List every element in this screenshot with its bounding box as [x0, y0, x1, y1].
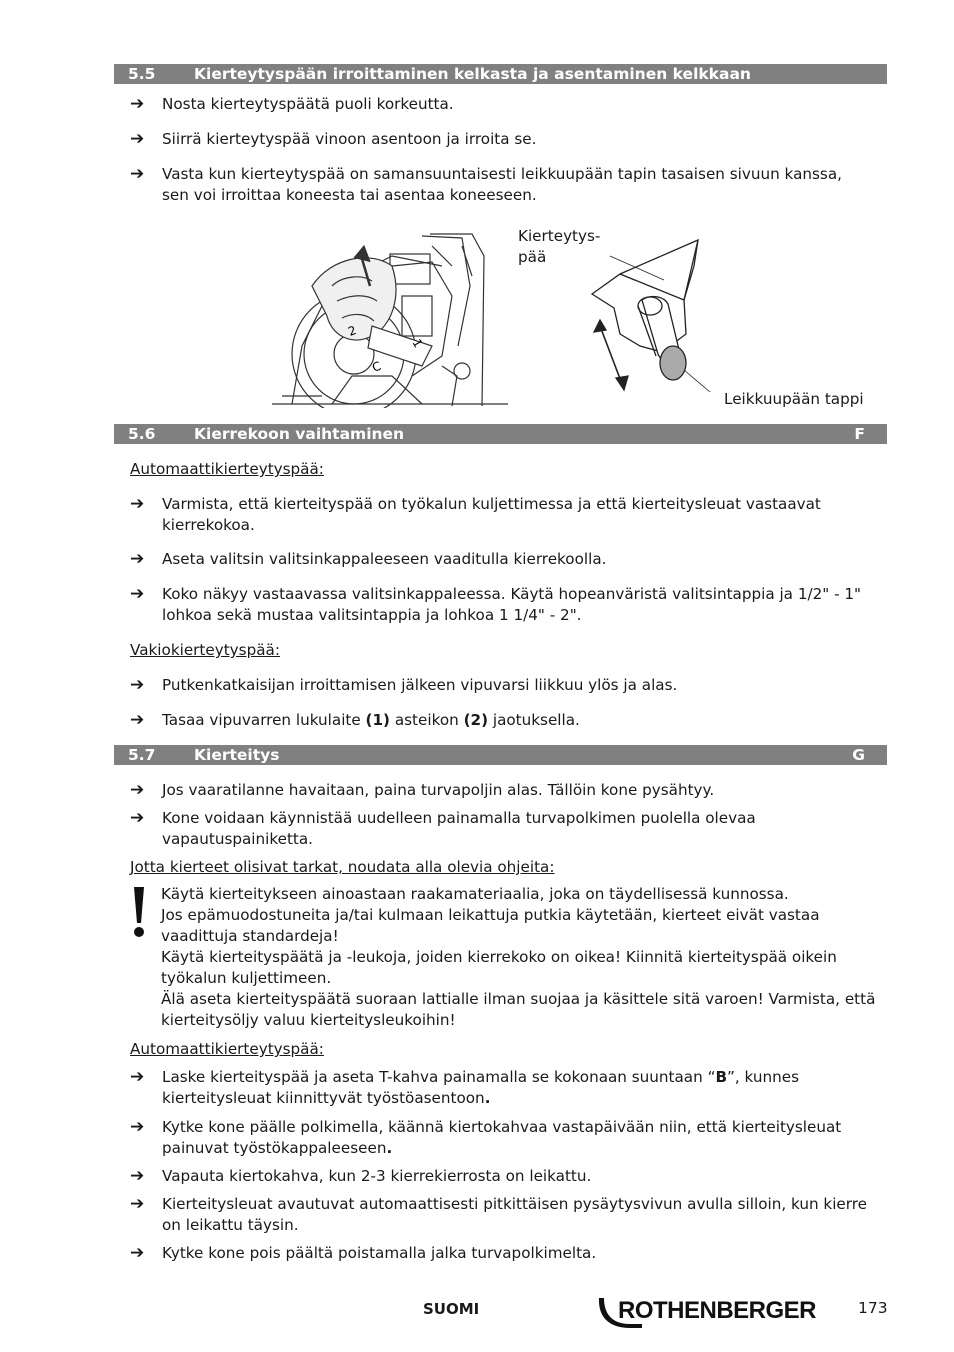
arrow-right-icon: ➔	[130, 710, 145, 730]
page-number: 173	[858, 1299, 888, 1317]
subheading-automatic-head: Automaattikierteytyspää:	[130, 1040, 324, 1058]
label-cutter-pin: Leikkuupään tappi	[724, 390, 864, 408]
section-number: 5.6	[128, 425, 156, 443]
dial-mark: C	[370, 358, 383, 375]
arrow-right-icon: ➔	[130, 1117, 145, 1137]
section-title: Kierteitys	[194, 746, 280, 764]
warning-line: Käytä kierteitykseen ainoastaan raakamateriaalia, joka on täydellisessä kunnossa.	[161, 885, 789, 903]
dial-mark: 2	[346, 323, 359, 339]
threading-head-removal-illustration	[272, 226, 508, 408]
arrow-right-icon: ➔	[130, 494, 145, 514]
arrow-right-icon: ➔	[130, 94, 145, 114]
arrow-right-icon: ➔	[130, 808, 145, 828]
warning-line: Jos epämuodostuneita ja/tai kulmaan leikattuja putkia käytetään, kierteet eivät vastaa vaadittuja standardeja!	[161, 906, 820, 945]
section-header-5-7	[114, 745, 887, 765]
section-header-5-6	[114, 424, 887, 444]
arrow-right-icon: ➔	[130, 549, 145, 569]
arrow-right-icon: ➔	[130, 1194, 145, 1214]
cutter-pin-diagram	[580, 236, 720, 396]
label-threading-head-line2: pää	[518, 248, 547, 266]
footer-language: SUOMI	[423, 1300, 480, 1318]
section-header-5-5	[114, 64, 887, 84]
arrow-right-icon: ➔	[130, 780, 145, 800]
dial-mark: 1	[409, 336, 426, 351]
rothenberger-logo	[596, 1292, 840, 1332]
svg-text:ROTHENBERGER: ROTHENBERGER	[618, 1297, 817, 1324]
section-number: 5.7	[128, 746, 156, 764]
arrow-right-icon: ➔	[130, 1166, 145, 1186]
subheading-standard-head: Vakiokierteytyspää:	[130, 641, 280, 659]
arrow-right-icon: ➔	[130, 1067, 145, 1087]
arrow-right-icon: ➔	[130, 1243, 145, 1263]
subheading-accuracy-note: Jotta kierteet olisivat tarkat, noudata alla olevia ohjeita:	[130, 858, 555, 876]
arrow-right-icon: ➔	[130, 584, 145, 604]
label-threading-head-line1: Kierteytys-	[518, 227, 601, 245]
section-number: 5.5	[128, 65, 156, 83]
section-title: Kierrekoon vaihtaminen	[194, 425, 405, 443]
arrow-right-icon: ➔	[130, 129, 145, 149]
figure-reference: F	[854, 425, 865, 443]
arrow-right-icon: ➔	[130, 675, 145, 695]
arrow-right-icon: ➔	[130, 164, 145, 184]
warning-line: Käytä kierteityspäätä ja -leukoja, joiden kierrekoko on oikea! Kiinnitä kierteityspää oikein työkalun kuljettimeen.	[161, 948, 837, 987]
exclamation-icon	[130, 887, 148, 939]
figure-reference: G	[852, 746, 865, 764]
section-title: Kierteytyspään irroittaminen kelkasta ja asentaminen kelkkaan	[194, 65, 751, 83]
warning-line: Älä aseta kierteityspäätä suoraan lattialle ilman suojaa ja käsittele sitä varoen! Varmista, että kierteitysöljy valuu kierteitysleukoihin!	[161, 990, 876, 1029]
subheading-automatic-head: Automaattikierteytyspää:	[130, 460, 324, 478]
